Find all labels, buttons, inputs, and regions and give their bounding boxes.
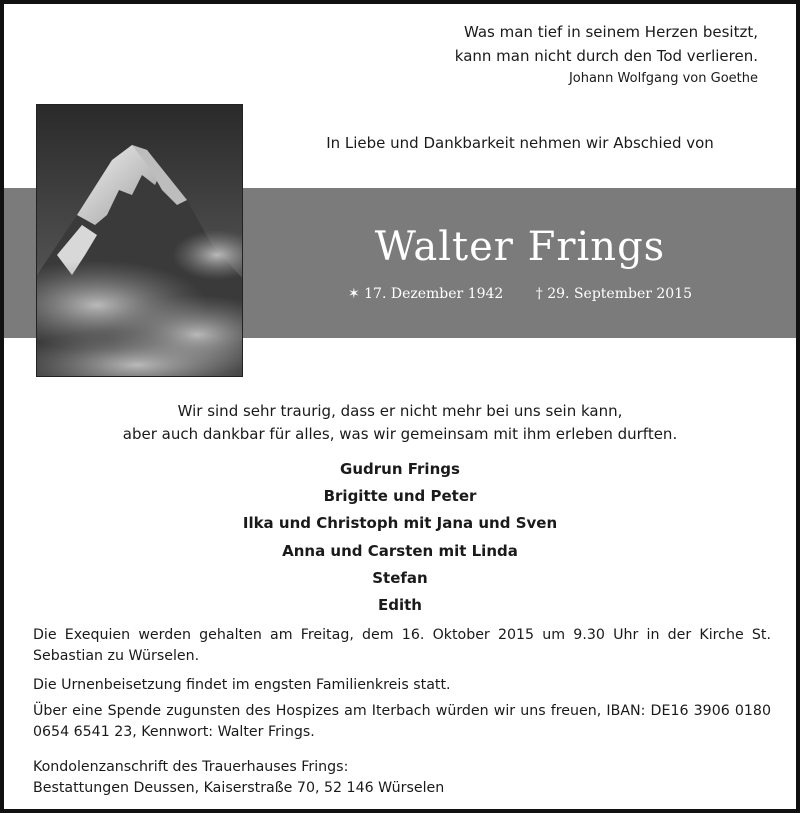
condolence-address [33,757,633,799]
goethe-quote [358,20,758,90]
deceased-name: Walter Frings [374,224,666,270]
family-member: Gudrun Frings [340,460,460,478]
family-member: Ilka und Christoph mit Jana und Sven [242,514,558,533]
address-line-1: Kondolenzanschrift des Trauerhauses Frings: [33,759,349,775]
intro-text: In Liebe und Dankbarkeit nehmen wir Abschied von [326,134,714,152]
donation-notice: Über eine Spende zugunsten des Hospizes am Iterbach würden wir uns freuen, IBAN: DE16 3906 0180 0654 6541 23, Kennwort: Walter Frings. [33,703,771,740]
urn-burial-notice: Die Urnenbeisetzung findet im engsten Familienkreis statt. [33,677,451,693]
life-dates [270,286,770,302]
family-member: Edith [378,596,422,615]
condolence-text [40,400,760,446]
mountain-photo [36,104,243,377]
family-member: Stefan [372,568,428,587]
birth-date: ✶ 17. Dezember 1942 [347,286,504,302]
family-list [40,456,760,619]
family-member: Anna und Carsten mit Linda [282,541,518,560]
condolence-line-2: aber auch dankbar für alles, was wir gemeinsam mit ihm erleben durften. [122,425,678,443]
address-line-2: Bestattungen Deussen, Kaiserstraße 70, 52 146 Würselen [33,780,445,796]
quote-line-2: kann man nicht durch den Tod verlieren. [454,47,758,65]
death-date: † 29. September 2015 [535,286,693,302]
quote-line-1: Was man tief in seinem Herzen besitzt, [463,23,758,41]
condolence-line-1: Wir sind sehr traurig, dass er nicht mehr bei uns sein kann, [177,402,623,420]
exequien-notice: Die Exequien werden gehalten am Freitag, dem 16. Oktober 2015 um 9.30 Uhr in der Kirche St. Sebastian zu Würselen. [33,627,771,664]
family-member: Brigitte und Peter [323,487,477,506]
quote-author: Johann Wolfgang von Goethe [568,71,758,86]
